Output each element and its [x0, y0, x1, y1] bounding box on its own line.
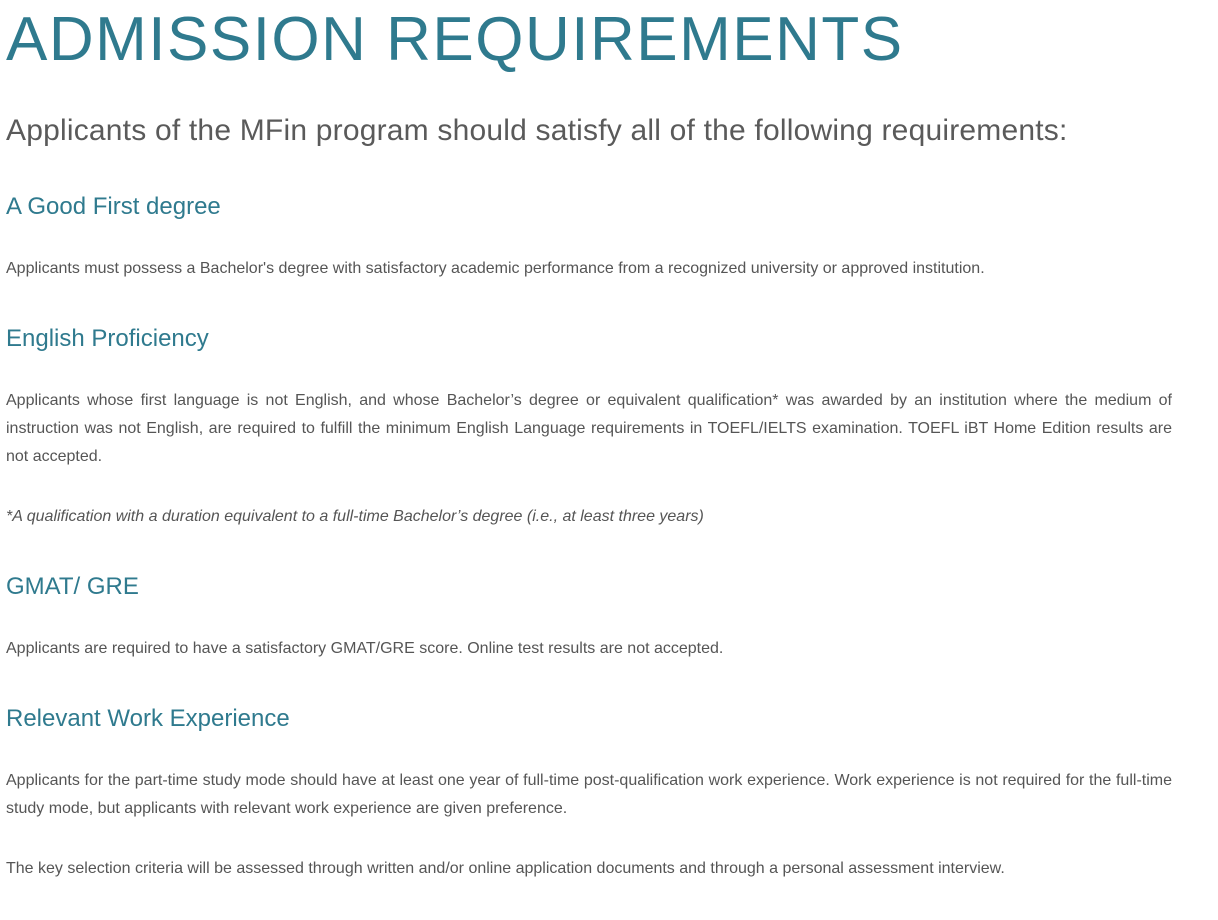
work-experience-text: Applicants for the part-time study mode should have at least one year of full-time post-qualification work experience. Work experience is not required for the full-time study mode, but applicants with relevant work experience are given preference. [6, 772, 1172, 817]
section-heading-gmat-gre: GMAT/ GRE [6, 573, 139, 600]
section-heading-english-proficiency: English Proficiency [6, 325, 209, 352]
first-degree-text: Applicants must possess a Bachelor's degree with satisfactory academic performance from a recognized university or approved institution. [6, 260, 985, 277]
intro-text: Applicants of the MFin program should satisfy all of the following requirements: [6, 114, 1068, 147]
gmat-gre-text: Applicants are required to have a satisfactory GMAT/GRE score. Online test results are not accepted. [6, 640, 724, 657]
selection-criteria-text: The key selection criteria will be assessed through written and/or online application documents and through a personal assessment interview. [6, 860, 1005, 877]
english-proficiency-footnote: *A qualification with a duration equivalent to a full-time Bachelor’s degree (i.e., at least three years) [6, 508, 704, 525]
english-proficiency-text: Applicants whose first language is not English, and whose Bachelor’s degree or equivalent qualification* was awarded by an institution where the medium of instruction was not English, are required to fulfill the minimum English Language requirements in TOEFL/IELTS examination. TOEFL iBT Home Edition results are not accepted. [6, 392, 1172, 465]
section-heading-work-experience: Relevant Work Experience [6, 705, 290, 732]
page-title: ADMISSION REQUIREMENTS [6, 5, 904, 74]
section-heading-first-degree: A Good First degree [6, 193, 221, 220]
